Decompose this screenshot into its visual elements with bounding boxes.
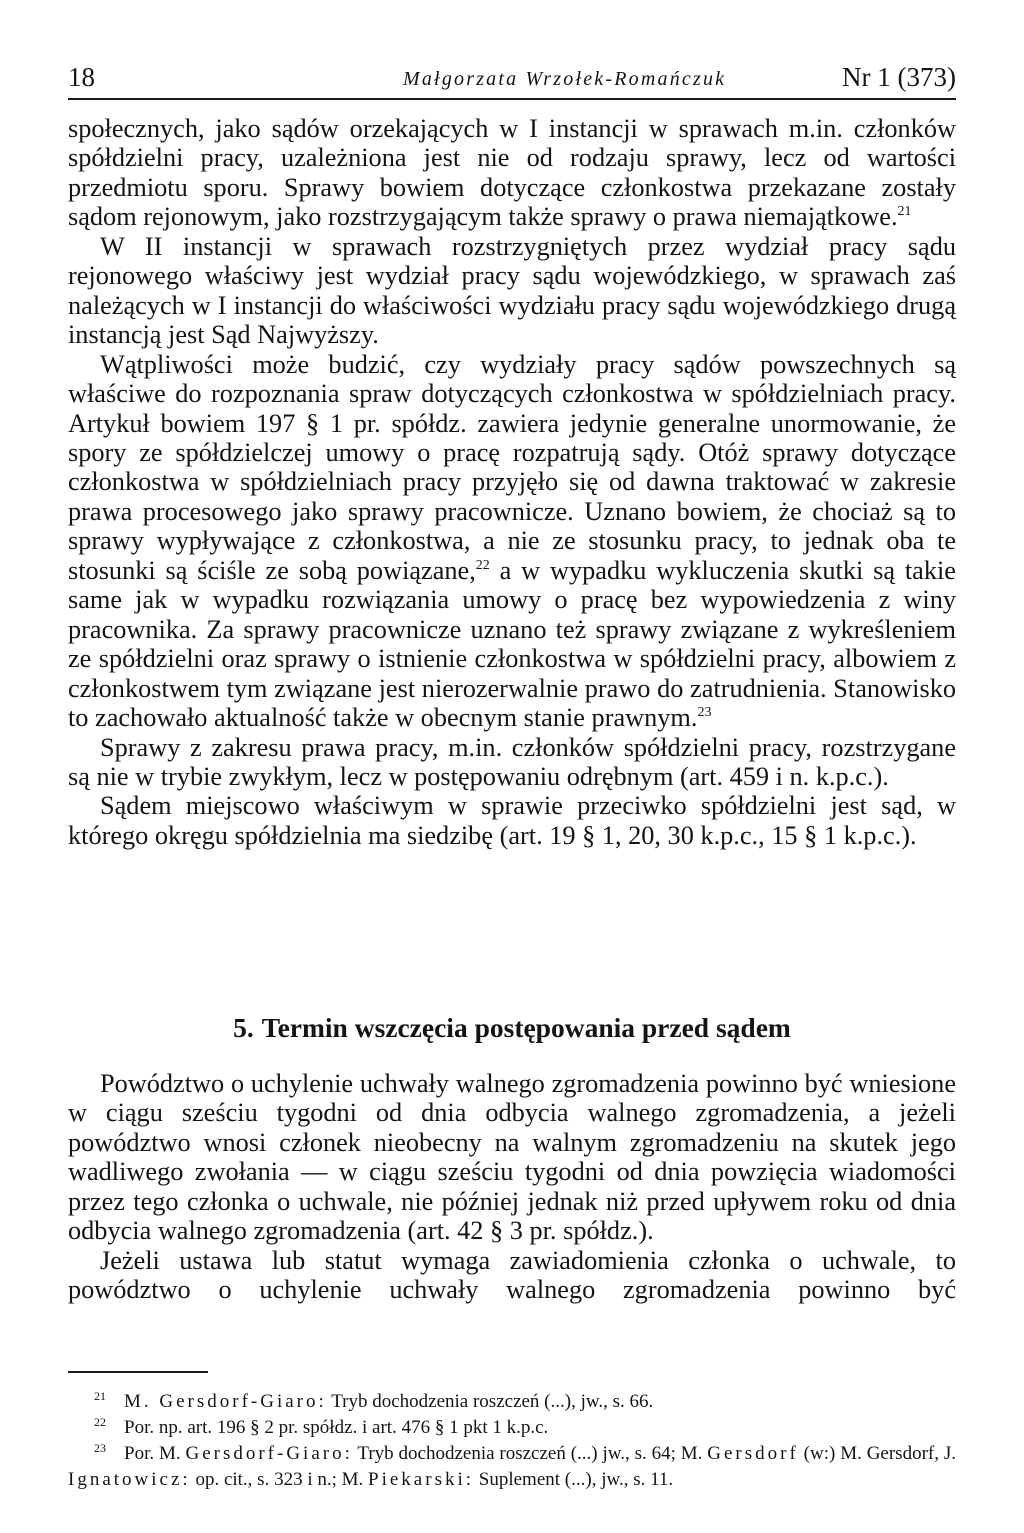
paragraph-text: Wątpliwości może budzić, czy wydziały pracy sądów powszechnych są właściwe do rozpoznania spraw dotyczących członkostwa w spółdzielniach pracy. Artykuł bowiem 197 § 1 pr. spółdz. zawiera jedynie generalne unormowanie, że spory ze spółdzielczej umowy o pracę rozpatrują sądy. Otóż sprawy dotyczące członkostwa w spółdzielniach pracy przyjęło się od dawna traktować w zakresie prawa procesowego jako sprawy pracownicze. Uznano bowiem, że chociaż są to sprawy wypływające z członkostwa, a nie ze stosunku pracy, to jednak oba te stosunki są ściśle ze sobą powiązane, (68, 349, 956, 585)
paragraph: Sprawy z zakresu prawa pracy, m.in. członków spółdzielni pracy, rozstrzygane są nie w trybie zwykłym, lecz w postępowaniu odrębnym (art. 459 i n. k.p.c.). (68, 732, 956, 791)
footnote-author: Ignatowicz: (68, 1469, 191, 1490)
paragraph (68, 350, 956, 733)
section-title: Termin wszczęcia postępowania przed sądem (261, 1012, 791, 1043)
section-text (68, 1069, 956, 1305)
footnote-text: Tryb dochodzenia roszczeń (...) jw., s. 64; M. (352, 1443, 708, 1464)
main-text (68, 114, 956, 850)
section-heading (0, 1012, 1024, 1044)
page-number: 18 (68, 62, 95, 92)
paragraph-text: społecznych, jako sądów orzekających w I instancji w sprawach m.in. członków spółdzielni pracy, uzależniona jest nie od rodzaju sprawy, lecz od wartości przedmiotu sporu. Sprawy bowiem dotyczące członkostwa przekazane zostały sądom rejonowym, jako rozstrzygającym także sprawy o prawa niemajątkowe. (68, 114, 956, 232)
footnote-text: (w:) M. Gersdorf, J. (798, 1443, 956, 1464)
footnotes (68, 1389, 956, 1493)
footnote-ref: 21 (897, 204, 912, 220)
paragraph: Jeżeli ustawa lub statut wymaga zawiadomienia członka o uchwale, to powództwo o uchylenie uchwały walnego zgromadzenia powinno być (68, 1245, 956, 1305)
footnote-ref: 23 (697, 705, 712, 721)
footnote-text: Suplement (...), jw., s. 11. (474, 1469, 674, 1490)
footnote-text: Tryb dochodzenia roszczeń (...), jw., s. 66. (326, 1391, 654, 1412)
footnote-divider (68, 1371, 208, 1373)
running-header (68, 62, 956, 100)
issue-number: Nr 1 (373) (842, 62, 956, 92)
paragraph: Sądem miejscowo właściwym w sprawie przeciwko spółdzielni jest sąd, w którego okręgu spółdzielnia ma siedzibę (art. 19 § 1, 20, 30 k.p.c., 15 § 1 k.p.c.). (68, 791, 956, 850)
footnote: 23 Por. M. Gersdorf-Giaro: Tryb dochodzenia roszczeń (...) jw., s. 64; M. Gersdorf (w:) M. Gersdorf, J. Ignatowicz: op. cit., s. 323 i n.; M. Piekarski: Suplement (...), jw., s. 11. (68, 1441, 956, 1490)
footnote-author: Gersdorf (707, 1443, 799, 1464)
footnote-ref: 22 (475, 557, 490, 573)
paragraph: W II instancji w sprawach rozstrzygniętych przez wydział pracy sądu rejonowego właściwy jest wydział pracy sądu wojewódzkiego, w sprawach zaś należących w I instancji do właściwości wydziału pracy sądu wojewódzkiego drugą instancją jest Sąd Najwyższy. (68, 231, 956, 350)
footnote-author: Gersdorf-Giaro: (185, 1443, 353, 1464)
paragraph: Powództwo o uchylenie uchwały walnego zgromadzenia powinno być wniesione w ciągu sześciu tygodni od dnia odbycia walnego zgromadzenia, a jeżeli powództwo wnosi członek nieobecny na walnym zgromadzeniu na skutek jego wadliwego zwołania — w ciągu sześciu tygodni od dnia powzięcia wiadomości przez tego członka o uchwale, nie później jednak niż przed upływem roku od dnia odbycia walnego zgromadzenia (art. 42 § 3 pr. spółdz.). (68, 1069, 956, 1246)
footnote-author: Piekarski: (368, 1469, 475, 1490)
footnote-text: op. cit., s. 323 i n.; M. (190, 1469, 369, 1490)
footnote-text: Por. M. (124, 1443, 186, 1464)
footnote: 21 M. Gersdorf-Giaro: Tryb dochodzenia roszczeń (...), jw., s. 66. (94, 1389, 654, 1412)
paragraph (68, 114, 956, 232)
footnote-author: M. Gersdorf-Giaro: (124, 1391, 327, 1412)
section-number: 5. (233, 1012, 254, 1043)
footnote: 22 Por. np. art. 196 § 2 pr. spółdz. i art. 476 § 1 pkt 1 k.p.c. (94, 1415, 549, 1438)
footnote-text: Por. np. art. 196 § 2 pr. spółdz. i art. 476 § 1 pkt 1 k.p.c. (124, 1417, 549, 1438)
paragraph-text: a w wypadku wykluczenia skutki są takie same jak w wypadku rozwiązania umowy o pracę bez wypowiedzenia z winy pracownika. Za sprawy pracownicze uznano też sprawy związane z wykreśleniem ze spółdzielni oraz sprawy o istnienie członkostwa w spółdzielni pracy, albowiem z członkostwem tym związane jest nierozerwalnie prawo do zatrudnienia. Stanowisko to zachowało aktualność także w obecnym stanie prawnym. (68, 555, 956, 733)
running-author: Małgorzata Wrzołek-Romańczuk (403, 68, 727, 90)
